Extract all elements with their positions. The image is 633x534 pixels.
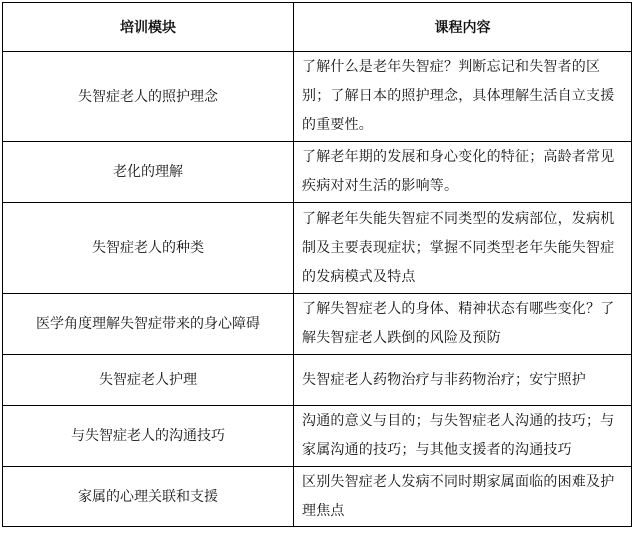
table-row <box>3 355 632 406</box>
table-header-row <box>3 3 632 52</box>
module-cell: 失智症老人的种类 <box>3 203 294 294</box>
training-course-table <box>2 2 632 527</box>
module-cell: 与失智症老人的沟通技巧 <box>3 406 294 467</box>
table-row <box>3 203 632 294</box>
module-cell: 失智症老人护理 <box>3 355 294 406</box>
module-cell: 家属的心理关联和支援 <box>3 467 294 527</box>
module-cell: 医学角度理解失智症带来的身心障碍 <box>3 294 294 355</box>
table-row <box>3 142 632 203</box>
module-cell: 老化的理解 <box>3 142 294 203</box>
table-row <box>3 52 632 142</box>
content-cell: 区别失智症老人发病不同时期家属面临的困难及护理焦点 <box>294 467 632 527</box>
content-cell: 沟通的意义与目的；与失智症老人沟通的技巧；与家属沟通的技巧；与其他支援者的沟通技巧 <box>294 406 632 467</box>
table-row <box>3 406 632 467</box>
header-module: 培训模块 <box>3 3 294 52</box>
table-row <box>3 467 632 527</box>
content-cell: 了解老年期的发展和身心变化的特征；高龄者常见疾病对对生活的影响等。 <box>294 142 632 203</box>
table-row <box>3 294 632 355</box>
module-cell: 失智症老人的照护理念 <box>3 52 294 142</box>
content-cell: 了解什么是老年失智症？判断忘记和失智者的区别；了解日本的照护理念，具体理解生活自立支援的重要性。 <box>294 52 632 142</box>
content-cell: 了解老年失能失智症不同类型的发病部位，发病机制及主要表现症状；掌握不同类型老年失能失智症的发病模式及特点 <box>294 203 632 294</box>
content-cell: 了解失智症老人的身体、精神状态有哪些变化？了解失智症老人跌倒的风险及预防 <box>294 294 632 355</box>
header-content: 课程内容 <box>294 3 632 52</box>
content-cell: 失智症老人药物治疗与非药物治疗；安宁照护 <box>294 355 632 406</box>
